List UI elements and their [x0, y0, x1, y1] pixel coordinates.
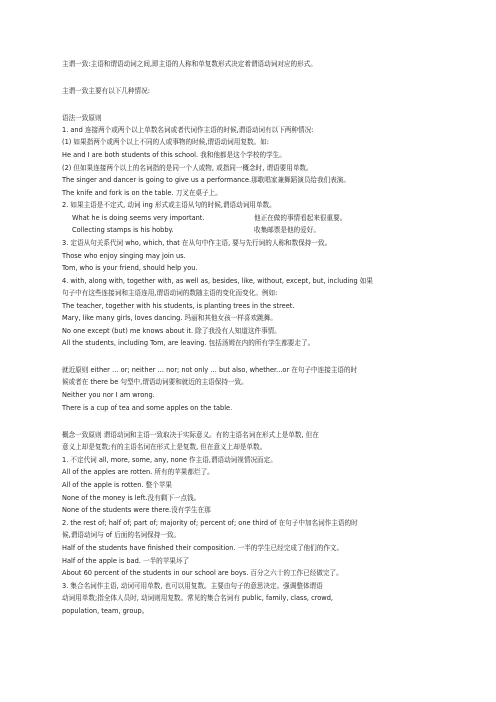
example-line: All of the apples are rotten. 所有的苹果都烂了。	[62, 468, 214, 476]
example-line: Collecting stamps is his hobby.	[72, 226, 174, 234]
example-line: Those who enjoy singing may join us.	[62, 252, 186, 260]
proximity-rule-cont: 候或者在 there be 句型中,谓语动词要和就近的主语保持一致。	[62, 378, 248, 386]
example-line: Neither you nor I am wrong.	[62, 391, 155, 399]
example-line: None of the students were there.没有学生在那	[62, 506, 211, 514]
example-line: There is a cup of tea and some apples on the table.	[62, 404, 233, 412]
section-heading-grammar: 语法一致原则	[62, 114, 102, 122]
notional-rule-3-cont: 动词用单数;指全体人员时, 动词则用复数。常见的集合名词有 public, family, class, crowd,	[62, 594, 333, 602]
notional-rule-2-cont: 候,谓语动词与 of 后面的名词保持一致。	[62, 531, 181, 539]
example-line: Half of the apple is bad. 一半的苹果坏了	[62, 557, 190, 565]
intro-line-1: 主谓一致:主语和谓语动词之间,即主语的人称和单复数形式决定着谓语动词对应的形式。	[62, 60, 317, 68]
example-line: Half of the students have finished their composition. 一半的学生已经完成了他们的作文。	[62, 544, 344, 552]
notional-rule-3-end: population, team, group。	[62, 607, 149, 615]
example-line: The teacher, together with his students, is planting trees in the street.	[62, 302, 295, 310]
grammar-rule-4: 4. with, along with, together with, as well as, besides, like, without, except, but, including 如果	[62, 277, 373, 285]
notional-rule-2: 2. the rest of; half of; part of; majority of; percent of; one third of 在句子中加名词作主语的时	[62, 519, 358, 527]
notional-rule-1: 1. 不定代词 all, more, some, any, none 作主语,谓语动词视情况而定。	[62, 456, 277, 464]
example-line: What he is doing seems very important.	[72, 214, 205, 222]
grammar-rule-1: 1. and 连接两个或两个以上单数名词或者代词作主语的时候,谓语动词有以下两种情况:	[62, 126, 314, 134]
example-line: About 60 percent of the students in our school are boys. 百分之六十的工作已经做完了。	[62, 569, 343, 577]
example-line: The singer and dancer is going to give us a performance.那歌唱家兼舞蹈演员给我们表演。	[62, 176, 350, 184]
example-line: All of the apple is rotten. 整个苹果	[62, 481, 172, 489]
example-line: Mary, like many girls, loves dancing. 玛丽和其他女孩一样喜欢跳舞。	[62, 314, 277, 322]
example-line: All the students, including Tom, are leaving. 包括汤姆在内的所有学生都要走了。	[62, 339, 315, 347]
example-translation: 他正在做的事情看起来很重要。	[254, 214, 347, 222]
grammar-rule-1b: (2) 但如果连接两个以上的名词指的是同一个人或物, 或指同一概念时, 谓语要用单数。	[62, 164, 313, 172]
grammar-rule-3: 3. 定语从句关系代词 who, which, that 在从句中作主语, 要与先行词的人称和数保持一致。	[62, 239, 332, 247]
grammar-rule-2: 2. 如果主语是不定式, 动词 ing 形式或主语从句的时候,谓语动词用单数。	[62, 201, 276, 209]
grammar-rule-1a: (1) 如果指两个或两个以上不同的人或事物的时候,谓语动词用复数。如:	[62, 138, 269, 146]
proximity-rule: 就近原则 either … or; neither … nor; not only … but also, whether...or 在句子中连接主语的时	[62, 366, 358, 374]
example-translation: 收集邮票是他的爱好。	[254, 226, 320, 234]
intro-line-2: 主谓一致主要有以下几种情况:	[62, 87, 150, 95]
notional-rule-cont: 意义上却是复数;有的主语名词在形式上是复数, 但在意义上却是单数。	[62, 443, 267, 451]
notional-rule-3: 3. 集合名词作主语, 动词可用单数, 也可以用复数。主要由句子的意思决定。强调整体谓语	[62, 582, 323, 590]
example-line: He and I are both students of this school. 我和他都是这个学校的学生。	[62, 151, 286, 159]
example-line: The knife and fork is on the table. 刀叉在桌子上。	[62, 189, 222, 197]
example-line: Tom, who is your friend, should help you.	[62, 264, 198, 272]
grammar-rule-4-cont: 句子中有这些连接词和主语连用,谓语动词的数随主语的变化而变化。例如:	[62, 289, 278, 297]
example-line: No one except (but) me knows about it. 除了我没有人知道这件事情。	[62, 327, 281, 335]
notional-rule: 概念一致原则 谓语动词和主语一致取决于实际意义。有的主语名词在形式上是单数, 但在	[62, 431, 319, 439]
example-line: None of the money is left.没有剩下一点钱。	[62, 494, 201, 502]
